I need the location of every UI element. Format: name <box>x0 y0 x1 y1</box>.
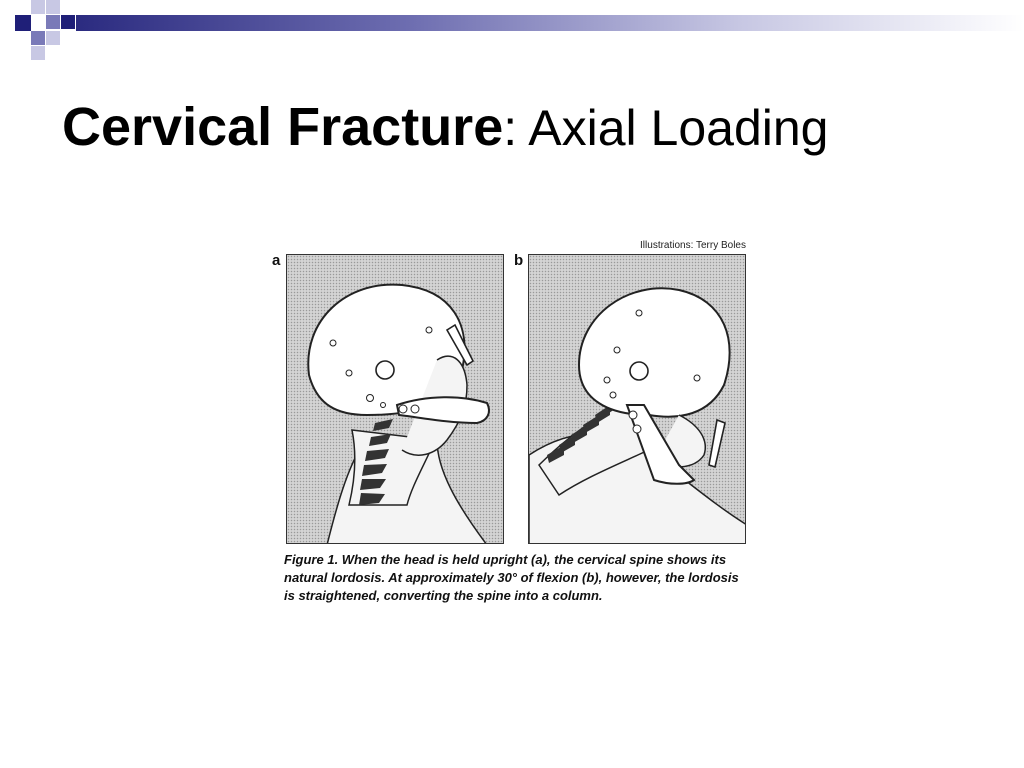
panel-a-letter: a <box>272 252 281 269</box>
deco-square <box>15 15 31 31</box>
slide-title-rest: : Axial Loading <box>503 100 829 156</box>
figure-caption: Figure 1. When the head is held upright (a), the cervical spine shows its natural lordosis. At approximately 30° of flexion (b), however, the lordosis is straightened, converting the spine into a column. <box>284 552 739 603</box>
slide-title <box>62 96 828 158</box>
deco-square <box>31 0 45 14</box>
deco-square <box>46 0 60 14</box>
deco-square <box>46 15 60 29</box>
panel-b-illustration <box>528 254 746 544</box>
panel-b-letter: b <box>514 252 524 269</box>
deco-square <box>61 15 75 29</box>
deco-square <box>31 31 45 45</box>
illustration-credit: Illustrations: Terry Boles <box>640 240 746 251</box>
slide-title-bold: Cervical Fracture <box>62 97 504 157</box>
figure <box>270 232 750 642</box>
deco-square <box>46 31 60 45</box>
header-decoration <box>0 0 1024 64</box>
header-gradient-bar <box>76 15 1024 31</box>
deco-square <box>31 46 45 60</box>
panel-a-illustration <box>286 254 504 544</box>
